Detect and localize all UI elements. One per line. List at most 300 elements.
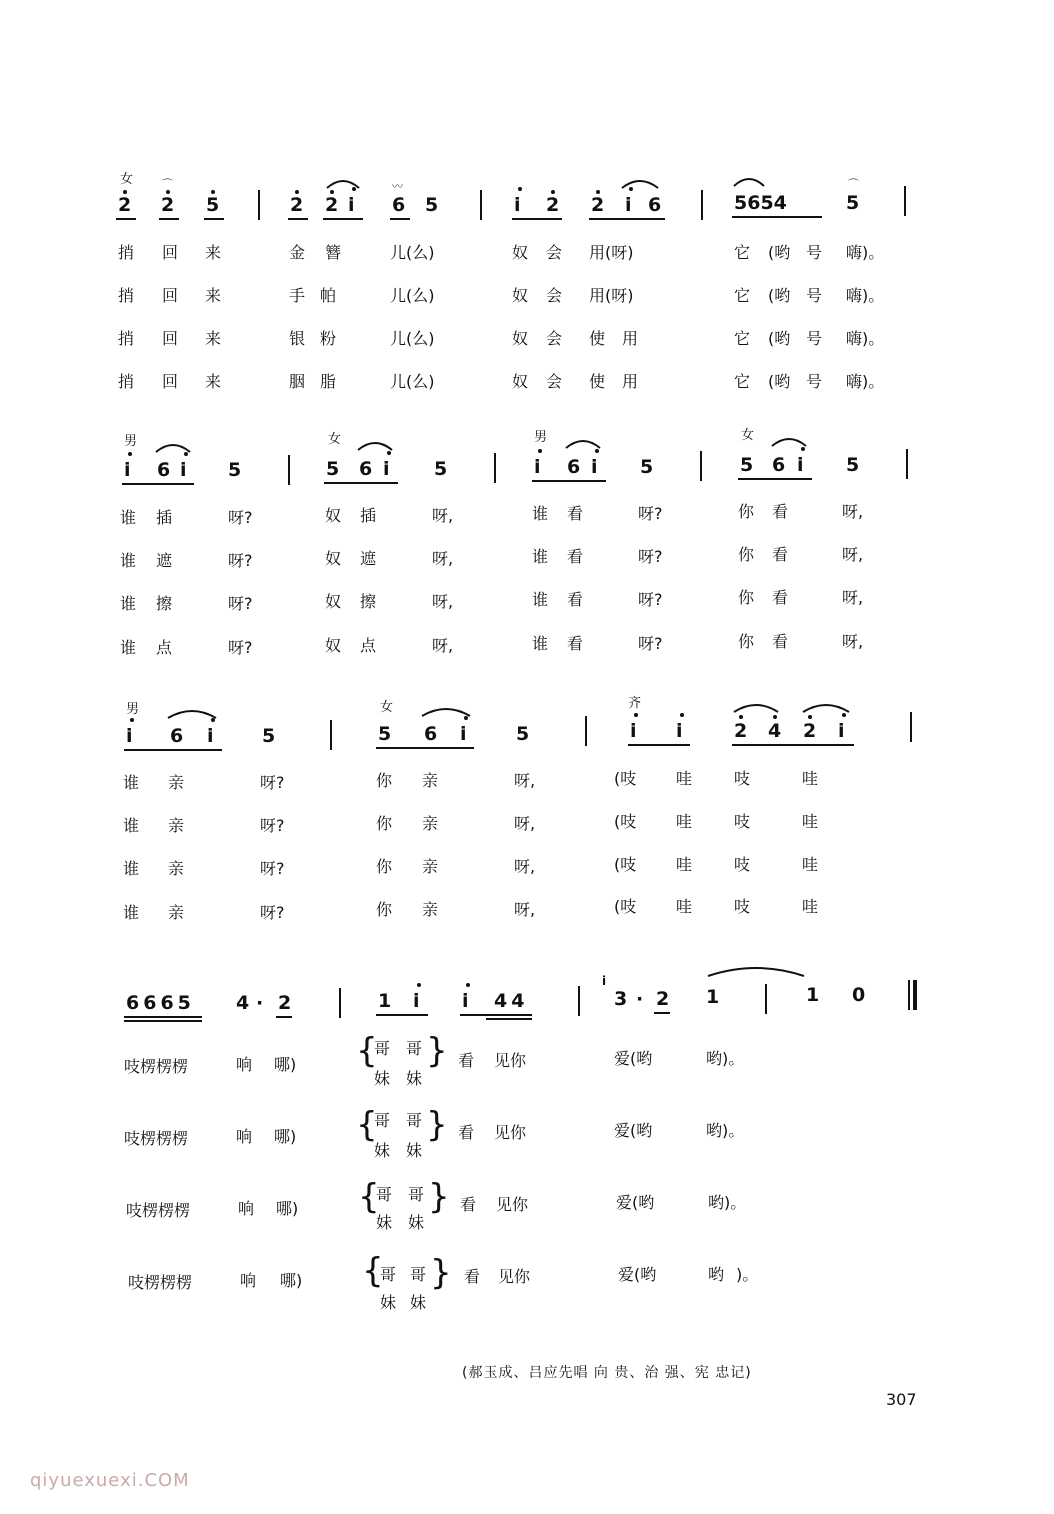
lyric: 哇 bbox=[802, 855, 819, 874]
lyric: 呀? bbox=[638, 547, 663, 566]
lyric: 哇 bbox=[802, 812, 819, 831]
lyric: 呀? bbox=[638, 504, 663, 523]
lyric: 号 bbox=[806, 243, 823, 262]
underline bbox=[376, 1014, 428, 1016]
lyric: 回 bbox=[162, 329, 179, 348]
grace-note: i bbox=[602, 974, 607, 988]
lyric: 谁 bbox=[532, 504, 549, 523]
lyric: 谁 bbox=[123, 816, 140, 835]
lyric: 点 bbox=[156, 638, 173, 657]
lyric: 嗨)。 bbox=[846, 329, 885, 348]
octave-dot bbox=[538, 449, 542, 453]
underline bbox=[116, 218, 136, 220]
lyric: 谁 bbox=[532, 547, 549, 566]
note: 6 bbox=[392, 194, 406, 216]
note: 5 bbox=[640, 456, 654, 478]
slur-icon bbox=[420, 704, 472, 718]
lyric: 看 bbox=[458, 1051, 475, 1070]
lyric: 哥 bbox=[406, 1039, 423, 1058]
lyric: 呀? bbox=[228, 508, 253, 527]
barline bbox=[288, 455, 290, 485]
note: i bbox=[180, 459, 187, 481]
underline bbox=[589, 218, 665, 220]
lyric: 吱楞楞楞 bbox=[128, 1273, 193, 1292]
lyric: 吱 bbox=[734, 897, 751, 916]
lyric: 会 bbox=[546, 372, 563, 391]
barline bbox=[585, 716, 587, 746]
lyric: 呀? bbox=[260, 859, 285, 878]
lyric: 使 bbox=[589, 372, 606, 391]
lyric: 银 bbox=[289, 329, 306, 348]
lyric: 看 bbox=[458, 1123, 475, 1142]
lyric: 回 bbox=[162, 286, 179, 305]
lyric: 你 bbox=[376, 857, 393, 876]
lyric: 看 bbox=[464, 1267, 481, 1286]
lyric: 响 bbox=[240, 1271, 257, 1290]
final-barline-thin bbox=[908, 980, 910, 1010]
note: i bbox=[591, 456, 598, 478]
lyric: 它 bbox=[734, 243, 751, 262]
lyric: 看 bbox=[772, 502, 789, 521]
lyric: (吱 bbox=[614, 897, 637, 916]
slur-icon bbox=[564, 436, 602, 450]
left-brace-icon: { bbox=[362, 1251, 384, 1291]
lyric: 哇 bbox=[676, 769, 693, 788]
lyric: 亲 bbox=[422, 814, 439, 833]
lyric: 奴 bbox=[325, 549, 342, 568]
fermata-icon: ⌒ bbox=[848, 178, 859, 191]
lyric: 妹 bbox=[374, 1069, 391, 1088]
octave-dot bbox=[295, 190, 299, 194]
lyric: 哇 bbox=[802, 769, 819, 788]
lyric: 看 bbox=[567, 590, 584, 609]
lyric: 哥 bbox=[380, 1265, 397, 1284]
right-brace-icon: } bbox=[426, 1031, 448, 1071]
note: i bbox=[460, 723, 467, 745]
note: 6 bbox=[170, 725, 184, 747]
lyric: 看 bbox=[772, 588, 789, 607]
note: 5 bbox=[846, 454, 860, 476]
barline bbox=[765, 984, 767, 1014]
lyric: 捎 bbox=[118, 329, 135, 348]
lyric: (哟 bbox=[768, 372, 791, 391]
underline bbox=[324, 482, 398, 484]
note: 6665 bbox=[126, 992, 195, 1014]
lyric: 亲 bbox=[422, 900, 439, 919]
underline bbox=[512, 218, 562, 220]
note: 5 bbox=[326, 458, 340, 480]
lyric: 手 bbox=[289, 286, 306, 305]
underline bbox=[124, 1020, 202, 1022]
lyric: 爱(哟 bbox=[618, 1265, 657, 1284]
lyric: 捎 bbox=[118, 372, 135, 391]
lyric: 呀, bbox=[514, 857, 536, 876]
lyric: 呀? bbox=[638, 590, 663, 609]
lyric: 点 bbox=[360, 636, 377, 655]
note: 3 bbox=[614, 988, 628, 1010]
lyric: 呀, bbox=[432, 506, 454, 525]
underline bbox=[732, 216, 822, 218]
slur-icon bbox=[770, 434, 808, 448]
octave-dot bbox=[551, 190, 555, 194]
note: 6 bbox=[424, 723, 438, 745]
lyric: 簪 bbox=[325, 243, 342, 262]
lyric: 用(呀) bbox=[589, 286, 634, 305]
note: 2 bbox=[290, 194, 304, 216]
note: i bbox=[676, 720, 683, 742]
barline bbox=[494, 453, 496, 483]
note: 2 bbox=[278, 992, 292, 1014]
left-brace-icon: { bbox=[358, 1177, 380, 1217]
lyric: 谁 bbox=[120, 551, 137, 570]
note: 6 bbox=[567, 456, 581, 478]
lyric: (哟 bbox=[768, 243, 791, 262]
lyric: 它 bbox=[734, 286, 751, 305]
underline bbox=[288, 218, 308, 220]
note: i bbox=[514, 194, 521, 216]
note: i bbox=[207, 725, 214, 747]
underline bbox=[460, 1014, 532, 1016]
underline bbox=[204, 218, 224, 220]
lyric: 号 bbox=[806, 286, 823, 305]
lyric: 嗨)。 bbox=[846, 286, 885, 305]
note: 6 bbox=[157, 459, 171, 481]
lyric: 呀? bbox=[260, 903, 285, 922]
lyric: 响 bbox=[236, 1055, 253, 1074]
lyric: 哥 bbox=[410, 1265, 427, 1284]
slur-icon bbox=[356, 438, 394, 452]
note: 2 bbox=[803, 720, 817, 742]
lyric: 哇 bbox=[676, 812, 693, 831]
lyric: 见你 bbox=[494, 1051, 527, 1070]
note: i bbox=[348, 194, 355, 216]
lyric: 胭 bbox=[289, 372, 306, 391]
note: 44 bbox=[494, 990, 529, 1012]
lyric: 哟)。 bbox=[706, 1049, 745, 1068]
lyric: 奴 bbox=[512, 243, 529, 262]
lyric: 儿(么) bbox=[390, 286, 435, 305]
lyric: (哟 bbox=[768, 286, 791, 305]
lyric: 谁 bbox=[120, 638, 137, 657]
lyric: 看 bbox=[772, 545, 789, 564]
role-label: 男 bbox=[534, 430, 548, 445]
lyric: 谁 bbox=[532, 634, 549, 653]
note: 5 bbox=[262, 725, 276, 747]
lyric: 奴 bbox=[325, 592, 342, 611]
lyric: 哥 bbox=[408, 1185, 425, 1204]
lyric: 用(呀) bbox=[589, 243, 634, 262]
slur-icon bbox=[732, 700, 780, 714]
lyric: 奴 bbox=[325, 506, 342, 525]
lyric: 回 bbox=[162, 243, 179, 262]
note: 6 bbox=[359, 458, 373, 480]
lyric: 儿(么) bbox=[390, 243, 435, 262]
note: 4 bbox=[236, 992, 250, 1014]
note: 1 bbox=[706, 986, 720, 1008]
lyric: 呀? bbox=[638, 634, 663, 653]
role-label: 男 bbox=[126, 702, 140, 717]
lyric: 嗨)。 bbox=[846, 372, 885, 391]
barline bbox=[904, 186, 906, 216]
lyric: 哇 bbox=[676, 855, 693, 874]
lyric: 哇 bbox=[676, 897, 693, 916]
note: i bbox=[625, 194, 632, 216]
slur-icon bbox=[166, 706, 218, 720]
octave-dot bbox=[128, 452, 132, 456]
lyric: 儿(么) bbox=[390, 372, 435, 391]
lyric: 会 bbox=[546, 286, 563, 305]
lyric: 哥 bbox=[376, 1185, 393, 1204]
lyric: 谁 bbox=[120, 508, 137, 527]
barline bbox=[910, 712, 912, 742]
lyric: 你 bbox=[738, 632, 755, 651]
note: 5 bbox=[740, 454, 754, 476]
lyric: (吱 bbox=[614, 812, 637, 831]
lyric: (吱 bbox=[614, 855, 637, 874]
lyric: 爱(哟 bbox=[614, 1049, 653, 1068]
barline bbox=[258, 190, 260, 220]
left-brace-icon: { bbox=[356, 1105, 378, 1145]
note: 6 bbox=[648, 194, 662, 216]
underline bbox=[628, 744, 690, 746]
barline bbox=[330, 720, 332, 750]
role-label: 男 bbox=[124, 434, 138, 449]
barline bbox=[701, 190, 703, 220]
note: 5654 bbox=[734, 192, 787, 214]
underline bbox=[486, 1018, 532, 1020]
note: i bbox=[383, 458, 390, 480]
octave-dot bbox=[330, 190, 334, 194]
octave-dot bbox=[680, 713, 684, 717]
lyric: 奴 bbox=[325, 636, 342, 655]
note: 2 bbox=[734, 720, 748, 742]
role-label: 女 bbox=[741, 428, 755, 443]
lyric: 谁 bbox=[120, 594, 137, 613]
lyric: 谁 bbox=[123, 773, 140, 792]
lyric: 呀? bbox=[228, 551, 253, 570]
underline bbox=[122, 483, 194, 485]
lyric: 看 bbox=[567, 504, 584, 523]
lyric: 哪) bbox=[280, 1271, 303, 1290]
underline bbox=[654, 1012, 670, 1014]
lyric: 号 bbox=[806, 372, 823, 391]
note: 2 bbox=[546, 194, 560, 216]
lyric: 哪) bbox=[274, 1127, 297, 1146]
lyric: 亲 bbox=[168, 773, 185, 792]
note: i bbox=[797, 454, 804, 476]
barline bbox=[339, 988, 341, 1018]
underline bbox=[124, 1016, 202, 1018]
note: i bbox=[838, 720, 845, 742]
lyric: 捎 bbox=[118, 243, 135, 262]
final-barline-thick bbox=[913, 980, 917, 1010]
lyric: 会 bbox=[546, 329, 563, 348]
note: i bbox=[534, 456, 541, 478]
role-label: 齐 bbox=[628, 696, 642, 711]
barline bbox=[700, 451, 702, 481]
lyric: 你 bbox=[376, 900, 393, 919]
lyric: 帕 bbox=[320, 286, 337, 305]
lyric: 吱 bbox=[734, 769, 751, 788]
note: 4 bbox=[768, 720, 782, 742]
lyric: 见你 bbox=[498, 1267, 531, 1286]
lyric: 用 bbox=[622, 329, 639, 348]
note: 2 bbox=[161, 194, 175, 216]
lyric: 哥 bbox=[374, 1039, 391, 1058]
lyric: 会 bbox=[546, 243, 563, 262]
note: 5 bbox=[425, 194, 439, 216]
lyric: 来 bbox=[205, 372, 222, 391]
octave-dot bbox=[130, 718, 134, 722]
lyric: 捎 bbox=[118, 286, 135, 305]
octave-dot bbox=[466, 983, 470, 987]
lyric: 用 bbox=[622, 372, 639, 391]
lyric: 呀? bbox=[260, 816, 285, 835]
lyric: 妹 bbox=[410, 1293, 427, 1312]
lyric: 哪) bbox=[276, 1199, 299, 1218]
lyric: 爱(哟 bbox=[616, 1193, 655, 1212]
lyric: 它 bbox=[734, 372, 751, 391]
lyric: 哇 bbox=[802, 897, 819, 916]
lyric: 妹 bbox=[408, 1213, 425, 1232]
lyric: 擦 bbox=[360, 592, 377, 611]
octave-dot bbox=[739, 715, 743, 719]
octave-dot bbox=[634, 713, 638, 717]
lyric: 嗨)。 bbox=[846, 243, 885, 262]
lyric: 吱 bbox=[734, 812, 751, 831]
lyric: 插 bbox=[360, 506, 377, 525]
note: 2 bbox=[656, 988, 670, 1010]
note: 5 bbox=[516, 723, 530, 745]
lyric: 妹 bbox=[376, 1213, 393, 1232]
slur-icon bbox=[154, 440, 192, 454]
lyric: 奴 bbox=[512, 329, 529, 348]
note: 2 bbox=[118, 194, 132, 216]
lyric: 吱楞楞楞 bbox=[126, 1201, 191, 1220]
underline bbox=[276, 1016, 292, 1018]
lyric: 谁 bbox=[532, 590, 549, 609]
right-brace-icon: } bbox=[428, 1177, 450, 1217]
lyric: 你 bbox=[738, 545, 755, 564]
underline bbox=[376, 747, 474, 749]
note: 6 bbox=[772, 454, 786, 476]
lyric: 哟 bbox=[708, 1265, 725, 1284]
note: 1 bbox=[806, 984, 820, 1006]
octave-dot bbox=[417, 983, 421, 987]
tie-icon bbox=[706, 964, 806, 978]
note: i bbox=[124, 459, 131, 481]
lyric: 它 bbox=[734, 329, 751, 348]
lyric: 哟)。 bbox=[706, 1121, 745, 1140]
slur-icon bbox=[620, 176, 660, 190]
dot-rhythm: · bbox=[636, 988, 644, 1010]
lyric: 呀, bbox=[514, 900, 536, 919]
lyric: 亲 bbox=[168, 859, 185, 878]
note: i bbox=[413, 990, 420, 1012]
note: i bbox=[462, 990, 469, 1012]
lyric: 来 bbox=[205, 286, 222, 305]
lyric: 吱楞楞楞 bbox=[124, 1057, 189, 1076]
note: i bbox=[126, 725, 133, 747]
lyric: 亲 bbox=[168, 903, 185, 922]
lyric: 呀, bbox=[514, 814, 536, 833]
lyric: 谁 bbox=[123, 903, 140, 922]
lyric: 看 bbox=[567, 634, 584, 653]
barline bbox=[480, 190, 482, 220]
right-brace-icon: } bbox=[430, 1253, 452, 1293]
octave-dot bbox=[808, 715, 812, 719]
lyric: 看 bbox=[460, 1195, 477, 1214]
note: 5 bbox=[228, 459, 242, 481]
lyric: 呀, bbox=[432, 636, 454, 655]
octave-dot bbox=[596, 190, 600, 194]
note: 2 bbox=[325, 194, 339, 216]
lyric: 谁 bbox=[123, 859, 140, 878]
watermark: qiyuexuexi.COM bbox=[30, 1470, 190, 1491]
lyric: 响 bbox=[236, 1127, 253, 1146]
dot-rhythm: · bbox=[256, 992, 264, 1014]
role-label: 女 bbox=[120, 172, 134, 187]
lyric: 见你 bbox=[496, 1195, 529, 1214]
note: 5 bbox=[846, 192, 860, 214]
underline bbox=[323, 218, 363, 220]
left-brace-icon: { bbox=[356, 1031, 378, 1071]
slur-icon bbox=[801, 700, 851, 714]
note: 2 bbox=[591, 194, 605, 216]
lyric: 脂 bbox=[320, 372, 337, 391]
octave-dot bbox=[518, 187, 522, 191]
mordent-icon: 〰 bbox=[392, 180, 403, 193]
underline bbox=[124, 749, 222, 751]
lyric: 吱楞楞楞 bbox=[124, 1129, 189, 1148]
lyric: 金 bbox=[289, 243, 306, 262]
lyric: 你 bbox=[738, 502, 755, 521]
lyric: (吱 bbox=[614, 769, 637, 788]
note: 1 bbox=[378, 990, 392, 1012]
lyric: 遮 bbox=[360, 549, 377, 568]
slur-icon bbox=[732, 174, 766, 188]
lyric: 哪) bbox=[274, 1055, 297, 1074]
lyric: 插 bbox=[156, 508, 173, 527]
lyric: 爱(哟 bbox=[614, 1121, 653, 1140]
lyric: 哟)。 bbox=[708, 1193, 747, 1212]
lyric: 奴 bbox=[512, 286, 529, 305]
lyric: 儿(么) bbox=[390, 329, 435, 348]
lyric: 粉 bbox=[320, 329, 337, 348]
lyric: 来 bbox=[205, 329, 222, 348]
barline bbox=[906, 449, 908, 479]
lyric: 擦 bbox=[156, 594, 173, 613]
lyric: 呀? bbox=[260, 773, 285, 792]
lyric: 来 bbox=[205, 243, 222, 262]
lyric: )。 bbox=[736, 1265, 759, 1284]
lyric: 见你 bbox=[494, 1123, 527, 1142]
credit-line: (郝玉成、吕应先唱 向 贵、治 强、宪 忠记) bbox=[462, 1365, 752, 1381]
lyric: 吱 bbox=[734, 855, 751, 874]
lyric: 呀, bbox=[842, 545, 864, 564]
lyric: 看 bbox=[772, 632, 789, 651]
lyric: 呀? bbox=[228, 638, 253, 657]
lyric: 妹 bbox=[380, 1293, 397, 1312]
lyric: 你 bbox=[376, 771, 393, 790]
underline bbox=[390, 218, 410, 220]
lyric: 呀, bbox=[842, 632, 864, 651]
role-label: 女 bbox=[380, 700, 394, 715]
right-brace-icon: } bbox=[426, 1105, 448, 1145]
lyric: 呀? bbox=[228, 594, 253, 613]
lyric: 号 bbox=[806, 329, 823, 348]
lyric: 呀, bbox=[842, 502, 864, 521]
